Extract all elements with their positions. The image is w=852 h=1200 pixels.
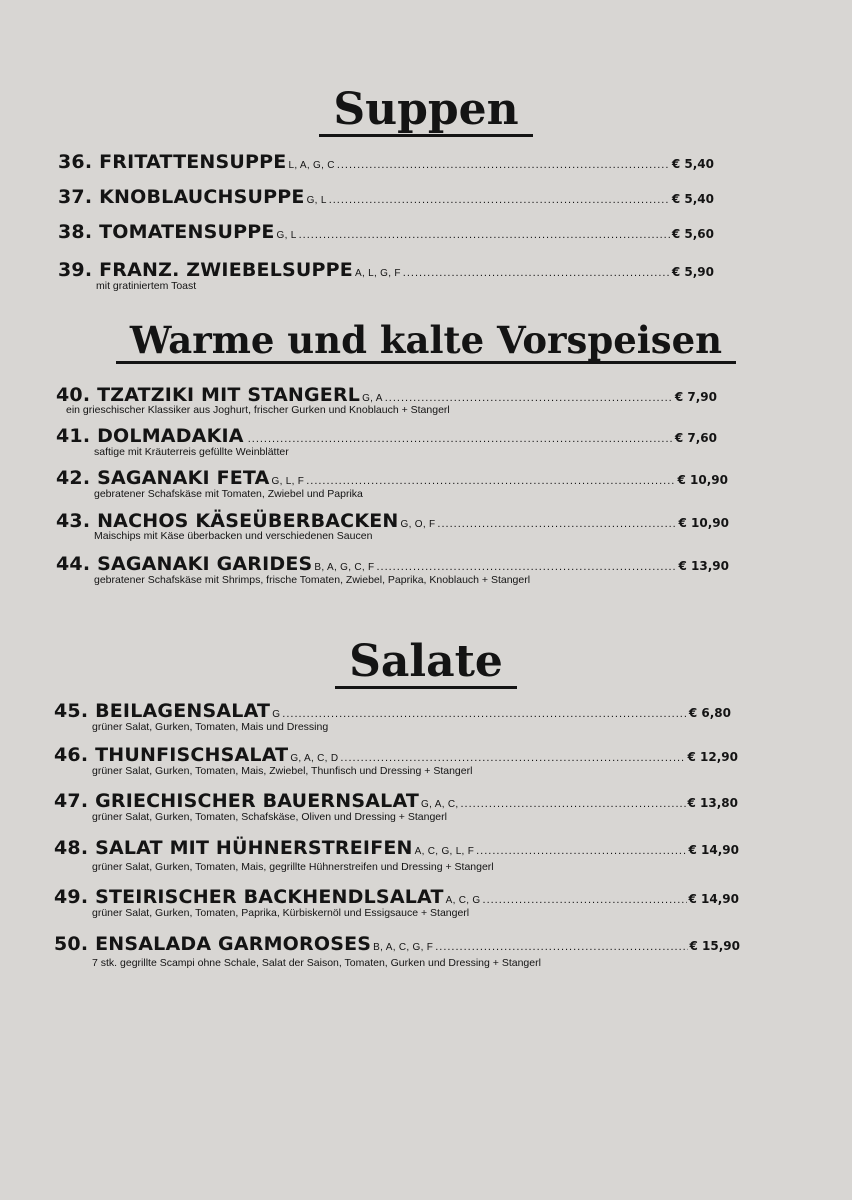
item-name: 42. SAGANAKI FETA	[56, 467, 270, 489]
item-description: grüner Salat, Gurken, Tomaten, Mais, Zwiebel, Thunfisch und Dressing + Stangerl	[92, 765, 473, 777]
menu-item-47	[54, 790, 738, 823]
menu-item-41	[56, 425, 717, 458]
item-price: € 5,40	[671, 192, 714, 206]
item-name: 45. BEILAGENSALAT	[54, 700, 271, 722]
item-allergens: G, A	[362, 393, 383, 404]
item-name: 50. ENSALADA GARMOROSES	[54, 933, 372, 955]
item-allergens: G, L	[276, 230, 297, 241]
dot-leader	[483, 894, 687, 906]
item-allergens: G, L, F	[271, 476, 305, 487]
dot-leader	[340, 752, 685, 764]
dot-leader	[282, 708, 687, 720]
menu-item-46	[54, 744, 738, 777]
item-allergens: A, C, G, L, F	[414, 846, 475, 857]
dot-leader	[306, 475, 675, 487]
item-price: € 7,90	[674, 390, 717, 404]
dot-leader	[329, 194, 670, 206]
dot-leader	[437, 518, 676, 530]
item-allergens: B, A, G, C, F	[314, 562, 375, 573]
item-name: 48. SALAT MIT HÜHNERSTREIFEN	[54, 837, 413, 859]
menu-item-44	[56, 553, 729, 586]
item-price: € 13,90	[678, 559, 729, 573]
item-allergens: A, C, G	[445, 895, 481, 906]
dot-leader	[299, 229, 670, 241]
item-description: mit gratiniertem Toast	[96, 280, 197, 292]
dot-leader	[385, 392, 673, 404]
menu-item-42	[56, 467, 728, 500]
menu-item-45	[54, 700, 731, 733]
dot-leader	[248, 433, 673, 445]
item-allergens: B, A, C, G, F	[373, 942, 434, 953]
dot-leader	[337, 159, 670, 171]
menu-item-39	[58, 259, 714, 292]
item-name: 44. SAGANAKI GARIDES	[56, 553, 313, 575]
item-allergens: A, L, G, F	[355, 268, 401, 279]
item-description: grüner Salat, Gurken, Tomaten, Paprika, Kürbiskernöl und Essigsauce + Stangerl	[92, 907, 470, 919]
menu-item-43	[56, 510, 729, 542]
item-price: € 5,90	[671, 265, 714, 279]
item-name: 37. KNOBLAUCHSUPPE	[58, 186, 305, 208]
item-name: 40. TZATZIKI MIT STANGERL	[56, 384, 361, 406]
item-price: € 5,60	[671, 227, 714, 241]
item-allergens: G, L	[306, 195, 327, 206]
item-price: € 6,80	[688, 706, 731, 720]
item-description: gebratener Schafskäse mit Tomaten, Zwiebel und Paprika	[94, 488, 363, 500]
menu-item-37	[58, 186, 714, 208]
item-description: grüner Salat, Gurken, Tomaten, Mais und Dressing	[92, 721, 329, 733]
item-name: 41. DOLMADAKIA	[56, 425, 244, 447]
dot-leader	[476, 845, 686, 857]
item-name: 49. STEIRISCHER BACKHENDLSALAT	[54, 886, 444, 908]
dot-leader	[376, 561, 676, 573]
menu-item-40	[56, 384, 717, 416]
item-price: € 12,90	[687, 750, 738, 764]
item-allergens: G, O, F	[400, 519, 436, 530]
item-price: € 14,90	[688, 892, 739, 906]
dot-leader	[403, 267, 670, 279]
item-description: gebratener Schafskäse mit Shrimps, frische Tomaten, Zwiebel, Paprika, Knoblauch + Stangerl	[94, 574, 531, 586]
item-name: 36. FRITATTENSUPPE	[58, 151, 287, 173]
item-allergens: G, A, C,	[421, 799, 459, 810]
item-name: 39. FRANZ. ZWIEBELSUPPE	[58, 259, 353, 281]
item-description: ein grieschischer Klassiker aus Joghurt, frischer Gurken und Knoblauch + Stangerl	[66, 404, 450, 416]
item-name: 47. GRIECHISCHER BAUERNSALAT	[54, 790, 420, 812]
menu-item-49	[54, 886, 739, 919]
menu-item-36	[58, 151, 714, 173]
item-description: saftige mit Kräuterreis gefüllte Weinblätter	[94, 446, 289, 458]
item-name: 43. NACHOS KÄSEÜBERBACKEN	[56, 510, 399, 532]
section-title-suppen: Suppen	[0, 88, 852, 137]
section-title-vorspeisen: Warme und kalte Vorspeisen	[0, 322, 852, 364]
dot-leader	[460, 798, 685, 810]
section-title-salate: Salate	[0, 640, 852, 689]
item-description: 7 stk. gegrillte Scampi ohne Schale, Salat der Saison, Tomaten, Gurken und Dressing + Stangerl	[92, 957, 541, 969]
item-price: € 7,60	[674, 431, 717, 445]
item-allergens: G, A, C, D	[290, 753, 339, 764]
item-allergens: G	[272, 709, 281, 720]
item-price: € 5,40	[671, 157, 714, 171]
item-price: € 13,80	[687, 796, 738, 810]
item-allergens: L, A, G, C	[288, 160, 335, 171]
item-price: € 14,90	[688, 843, 739, 857]
item-price: € 15,90	[689, 939, 740, 953]
item-description: grüner Salat, Gurken, Tomaten, Mais, gegrillte Hühnerstreifen und Dressing + Stangerl	[92, 861, 494, 873]
item-price: € 10,90	[678, 516, 729, 530]
item-description: grüner Salat, Gurken, Tomaten, Schafskäse, Oliven und Dressing + Stangerl	[92, 811, 447, 823]
item-description: Maischips mit Käse überbacken und verschiedenen Saucen	[94, 530, 373, 542]
menu-item-38	[58, 221, 714, 243]
menu-item-48	[54, 837, 739, 873]
item-name: 38. TOMATENSUPPE	[58, 221, 275, 243]
dot-leader	[435, 941, 687, 953]
item-price: € 10,90	[677, 473, 728, 487]
item-name: 46. THUNFISCHSALAT	[54, 744, 289, 766]
menu-item-50	[54, 933, 740, 969]
